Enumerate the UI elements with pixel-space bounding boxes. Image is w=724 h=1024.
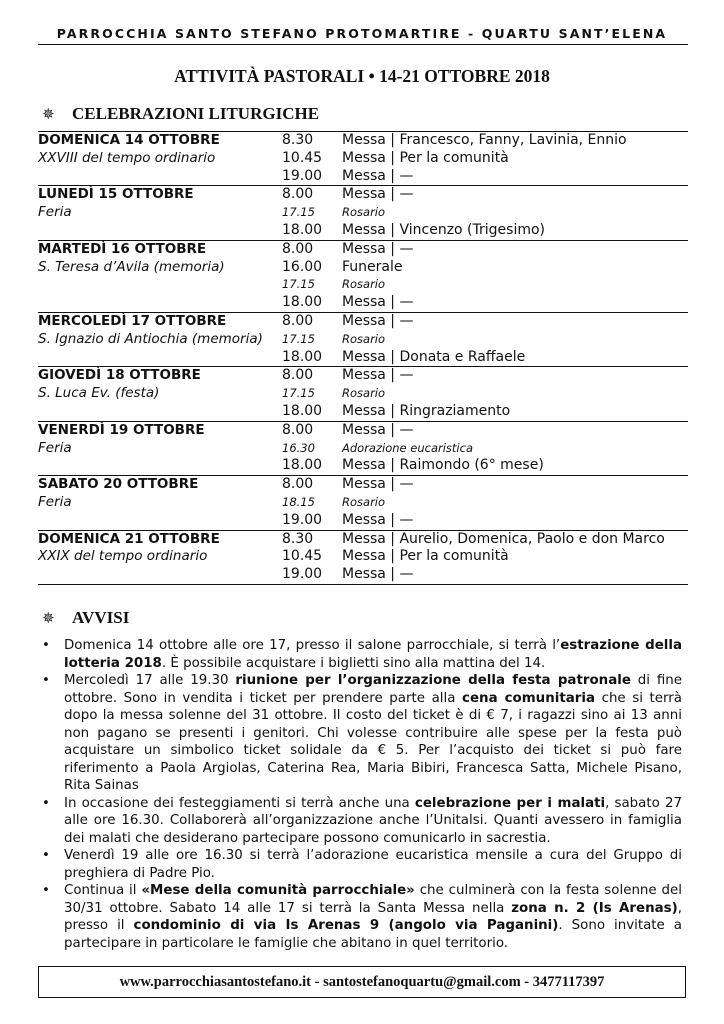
event-time: 8.00 xyxy=(282,312,314,329)
schedule-row xyxy=(38,476,688,494)
schedule-row xyxy=(38,367,688,385)
event-description: Messa | Per la comunità xyxy=(342,149,509,166)
day-name: DOMENICA 14 OTTOBRE xyxy=(38,132,220,148)
schedule-row xyxy=(38,331,688,349)
schedule-row xyxy=(38,241,688,259)
notice-highlight: riunione per l’organizzazione della festa patronale xyxy=(235,673,631,688)
day-block xyxy=(38,312,688,366)
notice-item xyxy=(40,637,682,672)
notices-list xyxy=(40,637,682,952)
event-time: 8.30 xyxy=(282,530,314,547)
day-name: LUNEDÌ 15 OTTOBRE xyxy=(38,186,194,203)
parish-header: PARROCCHIA SANTO STEFANO PROTOMARTIRE - QUARTU SANT’ELENA xyxy=(56,26,668,41)
day-block xyxy=(38,366,688,420)
star-icon: ✵ xyxy=(42,609,55,627)
schedule-row xyxy=(38,132,688,150)
schedule-row xyxy=(38,512,688,530)
schedule-row xyxy=(38,204,688,222)
event-time: 8.00 xyxy=(282,476,314,493)
section-heading-notices xyxy=(42,608,129,628)
day-name: GIOVEDÌ 18 OTTOBRE xyxy=(38,367,201,384)
notice-text: Domenica 14 ottobre alle ore 17, presso il salone parrocchiale, si terrà l’ xyxy=(64,638,561,653)
notice-highlight: condominio di via Is Arenas 9 (angolo via Paganini) xyxy=(133,918,559,933)
event-time: 19.00 xyxy=(282,566,323,583)
notice-highlight: cena comunitaria xyxy=(462,690,595,706)
liturgical-note: S. Luca Ev. (festa) xyxy=(38,385,160,402)
day-block xyxy=(38,530,688,585)
liturgical-note: S. Teresa d’Avila (memoria) xyxy=(38,258,225,275)
page-title: ATTIVITÀ PASTORALI • 14-21 OTTOBRE 2018 xyxy=(174,66,550,86)
event-time: 17.15 xyxy=(282,331,315,346)
event-time: 8.00 xyxy=(282,240,314,257)
notice-text: . Sono invitate a partecipare in particolare le famiglie che abitano in quel territorio. xyxy=(64,918,682,951)
event-time: 18.00 xyxy=(282,221,323,238)
notice-text: di fine ottobre. Sono in vendita i ticket per prendere parte alla xyxy=(64,673,682,706)
event-time: 19.00 xyxy=(282,167,323,184)
event-description: Messa | Aurelio, Domenica, Paolo e don Marco xyxy=(342,530,665,547)
event-description: Messa | — xyxy=(342,367,414,384)
notice-item xyxy=(40,672,682,795)
liturgical-note: XXVIII del tempo ordinario xyxy=(38,149,216,166)
header-divider xyxy=(38,44,688,45)
event-time: 16.30 xyxy=(282,440,315,455)
schedule-row xyxy=(38,349,688,367)
section-title: CELEBRAZIONI LITURGICHE xyxy=(72,104,320,123)
notice-item xyxy=(40,847,682,882)
event-time: 18.15 xyxy=(282,494,315,509)
notice-highlight: estrazione della lotteria 2018 xyxy=(64,638,682,671)
event-time: 8.00 xyxy=(282,421,314,438)
schedule-row xyxy=(38,531,688,549)
star-icon: ✵ xyxy=(42,105,55,123)
event-description: Messa | — xyxy=(342,476,414,493)
notice-text: , sabato 27 alle ore 16.30. Collaborerà all’organizzazione anche l’Unitalsi. Quanti avessero in famiglia dei malati che desiderano partecipare possono comunicarlo in sacrestia. xyxy=(64,795,682,846)
event-description: Rosario xyxy=(342,205,386,220)
day-block xyxy=(38,475,688,529)
liturgical-note: Feria xyxy=(38,493,72,510)
event-time: 10.45 xyxy=(282,548,323,565)
schedule-row xyxy=(38,222,688,240)
event-description: Messa | Raimondo (6° mese) xyxy=(342,457,544,474)
day-name: SABATO 20 OTTOBRE xyxy=(38,476,199,493)
event-time: 17.15 xyxy=(282,277,315,292)
notice-text: Venerdì 19 alle ore 16.30 si terrà l’adorazione eucaristica mensile a cura del Gruppo di preghiera di Padre Pio. xyxy=(64,848,682,881)
notice-item xyxy=(40,795,682,848)
event-time: 19.00 xyxy=(282,511,323,528)
event-time: 17.15 xyxy=(282,386,315,401)
schedule-row xyxy=(38,259,688,277)
event-description: Messa | — xyxy=(342,566,414,583)
event-time: 18.00 xyxy=(282,457,323,474)
event-description: Rosario xyxy=(342,331,386,346)
schedule-row xyxy=(38,457,688,475)
schedule-row xyxy=(38,276,688,294)
section-title: AVVISI xyxy=(72,608,130,627)
event-description: Messa | — xyxy=(342,294,414,311)
event-description: Messa | — xyxy=(342,421,414,438)
schedule-row xyxy=(38,403,688,421)
event-description: Messa | — xyxy=(342,240,414,257)
event-time: 8.00 xyxy=(282,186,314,203)
day-name: MERCOLEDÌ 17 OTTOBRE xyxy=(38,312,227,329)
schedule-row xyxy=(38,294,688,312)
event-description: Funerale xyxy=(342,258,403,275)
section-heading-liturgy xyxy=(42,104,319,124)
event-time: 8.00 xyxy=(282,367,314,384)
day-block xyxy=(38,185,688,239)
day-name: DOMENICA 21 OTTOBRE xyxy=(38,530,220,547)
liturgy-schedule-table xyxy=(38,131,688,585)
event-time: 17.15 xyxy=(282,205,315,220)
schedule-row xyxy=(38,313,688,331)
notice-text: In occasione dei festeggiamenti si terrà anche una xyxy=(64,795,415,811)
event-description: Rosario xyxy=(342,386,386,401)
schedule-row xyxy=(38,494,688,512)
event-description: Messa | Ringraziamento xyxy=(342,402,511,419)
notice-highlight: zona n. 2 (Is Arenas) xyxy=(511,900,678,916)
event-description: Messa | Donata e Raffaele xyxy=(342,348,526,365)
day-block xyxy=(38,131,688,185)
schedule-row xyxy=(38,548,688,566)
event-description: Messa | — xyxy=(342,167,414,184)
notice-highlight: celebrazione per i malati xyxy=(414,795,606,811)
day-name: VENERDÌ 19 OTTOBRE xyxy=(38,421,205,438)
event-description: Rosario xyxy=(342,277,386,292)
event-description: Messa | — xyxy=(342,511,414,528)
notice-text: , presso il xyxy=(64,900,682,933)
event-description: Rosario xyxy=(342,494,386,509)
schedule-row xyxy=(38,186,688,204)
event-description: Messa | Francesco, Fanny, Lavinia, Ennio xyxy=(342,132,627,148)
liturgical-note: Feria xyxy=(38,204,72,221)
notice-text: Continua il xyxy=(64,883,142,898)
liturgical-note: S. Ignazio di Antiochia (memoria) xyxy=(38,330,263,347)
schedule-row xyxy=(38,566,688,584)
schedule-row xyxy=(38,440,688,458)
event-description: Messa | — xyxy=(342,186,414,203)
event-time: 18.00 xyxy=(282,402,323,419)
event-time: 18.00 xyxy=(282,348,323,365)
day-block xyxy=(38,240,688,312)
event-time: 18.00 xyxy=(282,294,323,311)
day-name: MARTEDÌ 16 OTTOBRE xyxy=(38,240,207,257)
notice-text: che si terrà dopo la messa solenne del 31 ottobre. Il costo del ticket è di € 7, i ragazzi sino ai 13 anni non pagano se presenti i genitori. Chi volesse contribuire alle spese per la festa può acquistare un simbolico ticket solidale da € 5. Per l’acquisto dei ticket si può fare riferimento a Paola Argiolas, Caterina Rea, Maria Bibiri, Francesca Satta, Michele Pisano, Rita Sainas xyxy=(64,690,682,793)
notice-text: che culminerà con la festa solenne del 30/31 ottobre. Sabato 14 alle 17 si terrà la Santa Messa nella xyxy=(64,883,682,916)
schedule-row xyxy=(38,422,688,440)
schedule-row xyxy=(38,168,688,186)
schedule-row xyxy=(38,150,688,168)
event-description: Messa | — xyxy=(342,312,414,329)
event-description: Adorazione eucaristica xyxy=(342,440,473,455)
notice-highlight: «Mese della comunità parrocchiale» xyxy=(141,883,415,898)
notice-item xyxy=(40,882,682,952)
schedule-row xyxy=(38,385,688,403)
event-description: Messa | Vincenzo (Trigesimo) xyxy=(342,221,546,238)
day-block xyxy=(38,421,688,475)
event-description: Messa | Per la comunità xyxy=(342,548,509,565)
footer-contacts: www.parrocchiasantostefano.it - santostefanoquartu@gmail.com - 3477117397 xyxy=(38,966,686,998)
liturgical-note: XXIX del tempo ordinario xyxy=(38,548,208,565)
event-time: 16.00 xyxy=(282,258,323,275)
event-time: 10.45 xyxy=(282,149,323,166)
event-time: 8.30 xyxy=(282,132,314,148)
notice-text: . È possibile acquistare i biglietti sino alla mattina del 14. xyxy=(161,655,546,671)
notice-text: Mercoledì 17 alle 19.30 xyxy=(64,673,236,688)
liturgical-note: Feria xyxy=(38,439,72,456)
